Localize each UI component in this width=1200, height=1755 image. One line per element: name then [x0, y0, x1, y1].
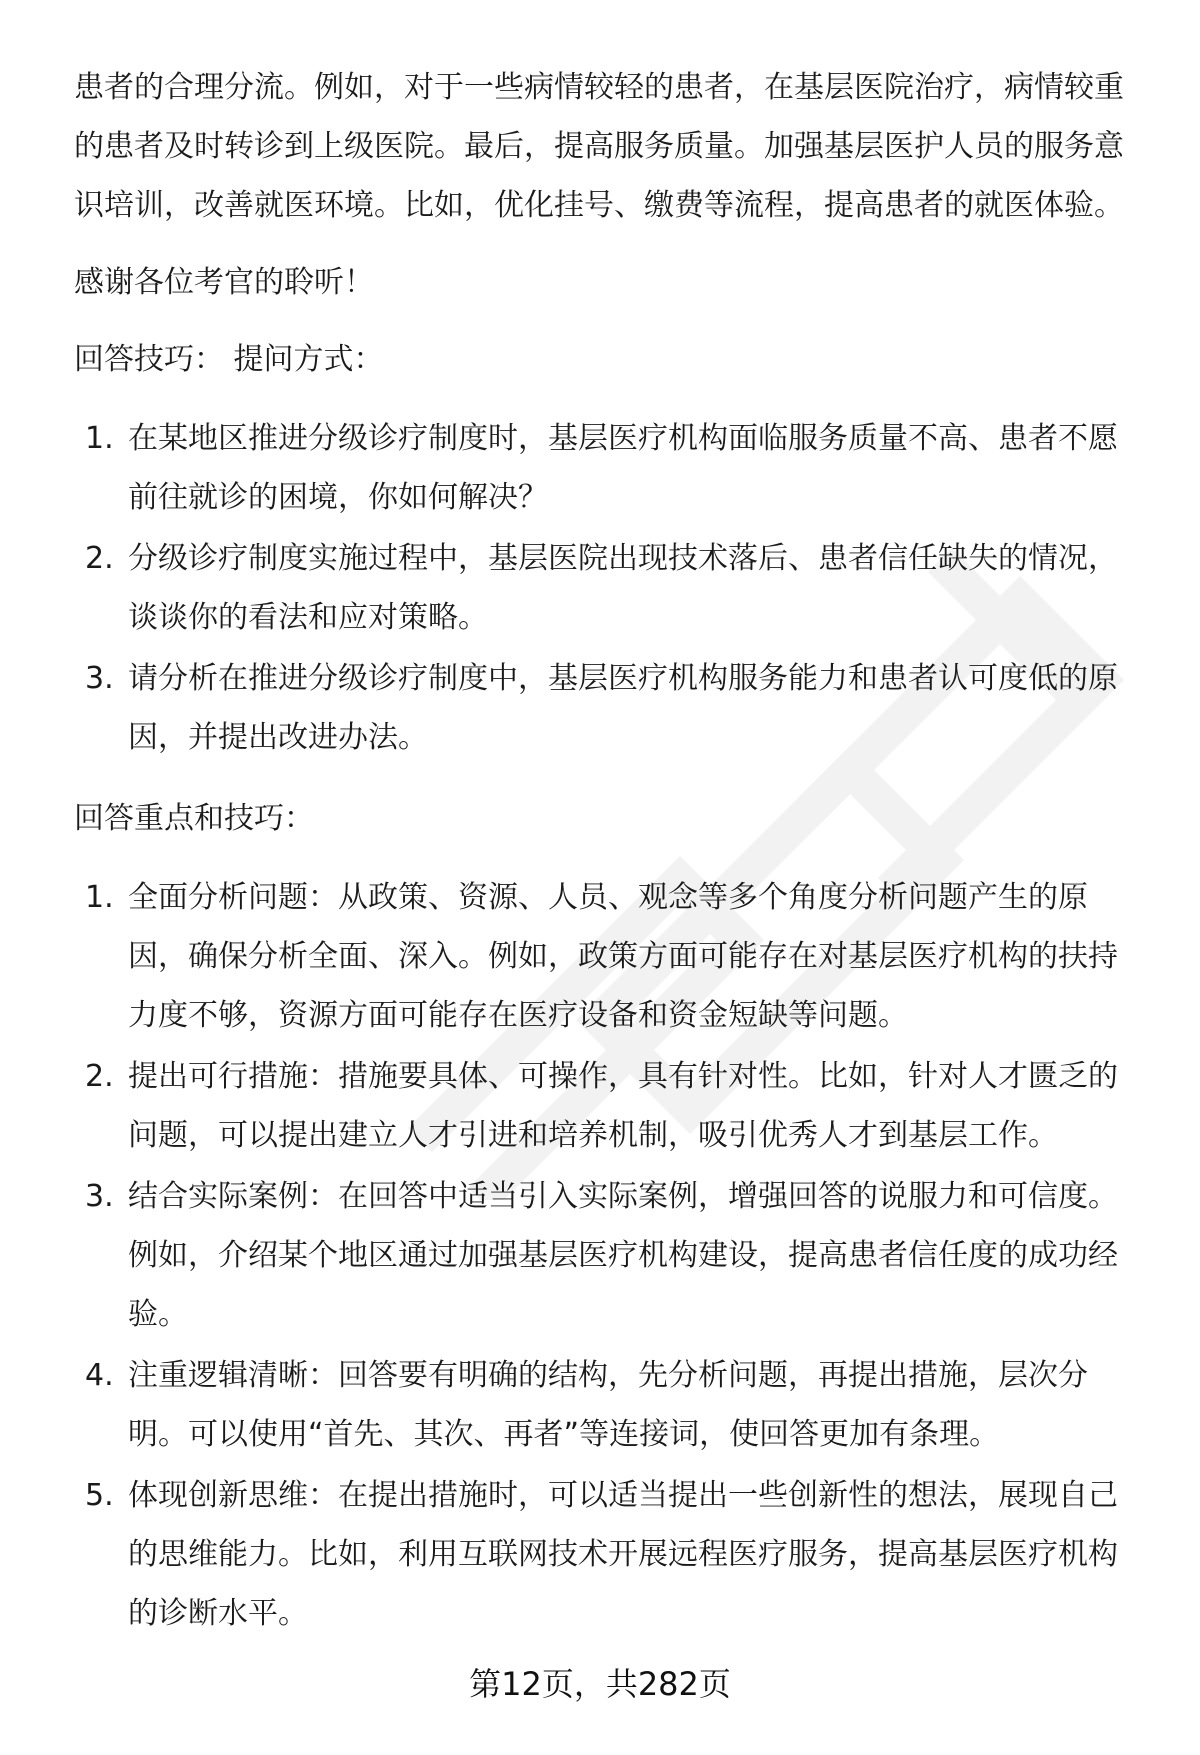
- questions-list: [74, 409, 1144, 767]
- list-item-text: 体现创新思维：在提出措施时，可以适当提出一些创新性的想法，展现自己的思维能力。比如，利用互联网技术开展远程医疗服务，提高基层医疗机构的诊断水平。: [128, 1478, 1118, 1631]
- list-item-text: 提出可行措施：措施要具体、可操作，具有针对性。比如，针对人才匮乏的问题，可以提出建立人才引进和培养机制，吸引优秀人才到基层工作。: [128, 1059, 1118, 1153]
- list-item: [74, 868, 1144, 1045]
- list-item-text: 注重逻辑清晰：回答要有明确的结构，先分析问题，再提出措施，层次分明。可以使用“首先、其次、再者”等连接词，使回答更加有条理。: [128, 1358, 1088, 1452]
- questions-heading: 回答技巧： 提问方式：: [74, 342, 384, 377]
- list-item-number: 1.: [85, 421, 114, 456]
- list-item: [74, 409, 1144, 527]
- list-item-number: 3.: [85, 1179, 114, 1214]
- tips-heading: 回答重点和技巧：: [74, 801, 314, 836]
- list-item: [74, 1047, 1144, 1165]
- list-item: [74, 1167, 1144, 1344]
- thanks-line: 感谢各位考官的聆听！: [74, 265, 374, 300]
- list-item-number: 4.: [85, 1358, 114, 1393]
- list-item: [74, 529, 1144, 647]
- list-item-text: 请分析在推进分级诊疗制度中，基层医疗机构服务能力和患者认可度低的原因，并提出改进办法。: [128, 661, 1118, 755]
- list-item-number: 1.: [85, 880, 114, 915]
- intro-paragraph: 患者的合理分流。例如，对于一些病情较轻的患者，在基层医院治疗，病情较重的患者及时转诊到上级医院。最后，提高服务质量。加强基层医护人员的服务意识培训，改善就医环境。比如，优化挂号、缴费等流程，提高患者的就医体验。: [74, 70, 1124, 223]
- list-item-number: 2.: [85, 541, 114, 576]
- list-item-number: 5.: [85, 1478, 114, 1513]
- page-footer: 第12页，共282页: [469, 1665, 731, 1703]
- list-item: [74, 1346, 1144, 1464]
- tips-list: [74, 868, 1144, 1643]
- list-item-text: 分级诊疗制度实施过程中，基层医院出现技术落后、患者信任缺失的情况，谈谈你的看法和应对策略。: [128, 541, 1118, 635]
- list-item-number: 3.: [85, 661, 114, 696]
- list-item: [74, 1466, 1144, 1643]
- list-item-text: 全面分析问题：从政策、资源、人员、观念等多个角度分析问题产生的原因，确保分析全面、深入。例如，政策方面可能存在对基层医疗机构的扶持力度不够，资源方面可能存在医疗设备和资金短缺等问题。: [128, 880, 1118, 1033]
- list-item-text: 结合实际案例：在回答中适当引入实际案例，增强回答的说服力和可信度。例如，介绍某个地区通过加强基层医疗机构建设，提高患者信任度的成功经验。: [128, 1179, 1118, 1332]
- list-item-number: 2.: [85, 1059, 114, 1094]
- document-body: [74, 58, 1144, 1645]
- list-item: [74, 649, 1144, 767]
- list-item-text: 在某地区推进分级诊疗制度时，基层医疗机构面临服务质量不高、患者不愿前往就诊的困境，你如何解决？: [128, 421, 1118, 515]
